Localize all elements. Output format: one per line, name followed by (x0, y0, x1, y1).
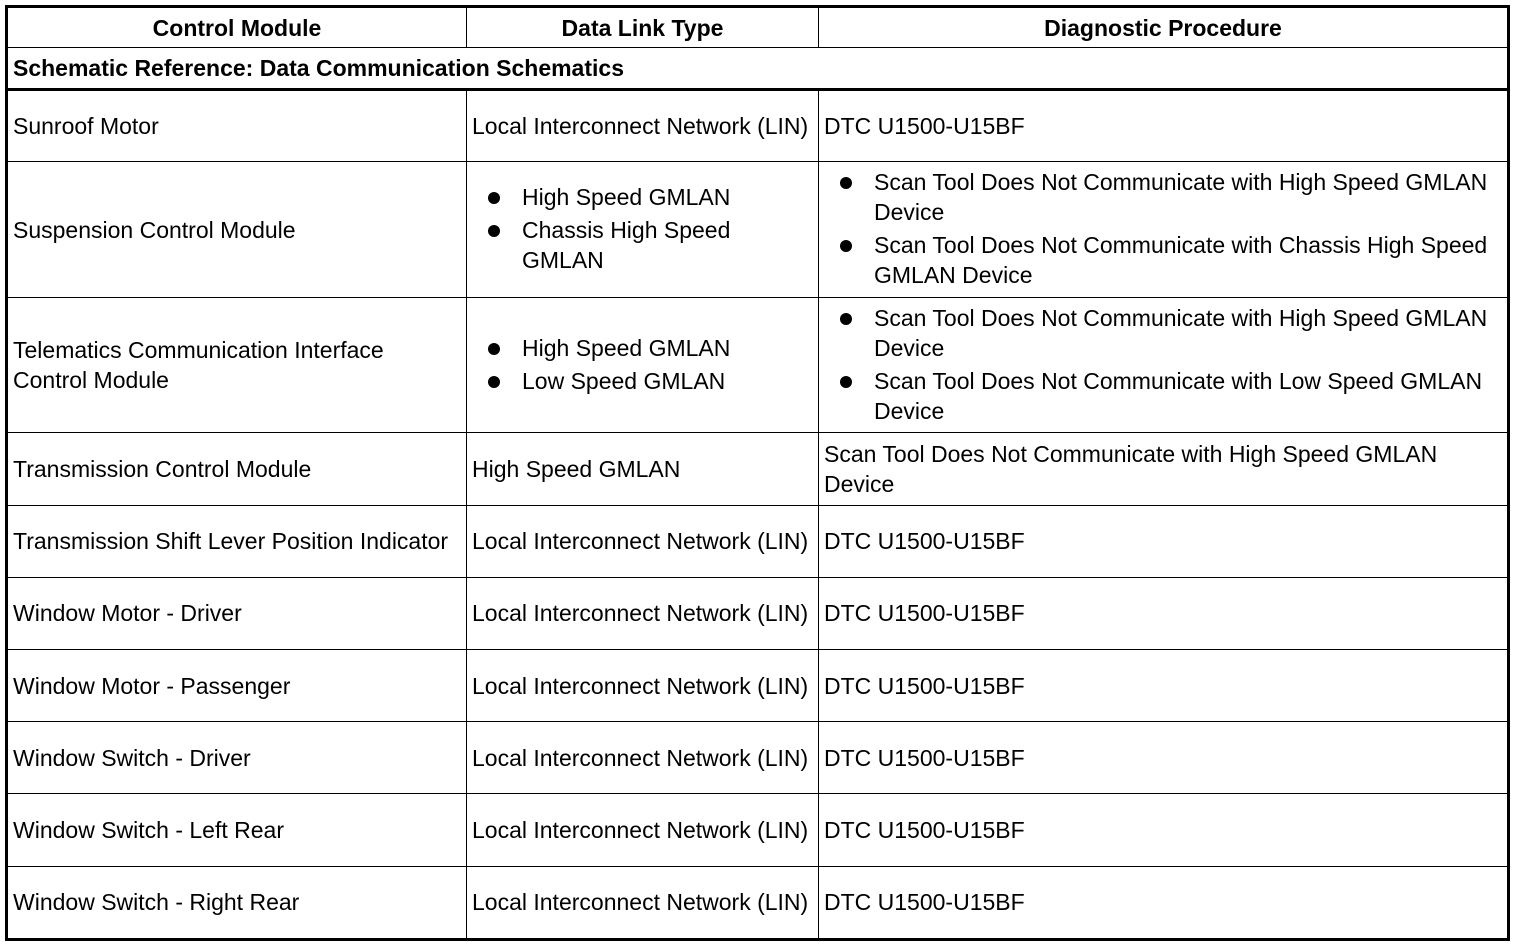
data-link-type-cell: High Speed GMLAN (467, 433, 819, 505)
procedure-item: Scan Tool Does Not Communicate with Chassis High Speed GMLAN Device (840, 230, 1502, 290)
data-link-item: High Speed GMLAN (488, 333, 813, 363)
diagnostic-procedure-cell: DTC U1500-U15BF (819, 722, 1509, 794)
header-diagnostic-procedure: Diagnostic Procedure (819, 7, 1509, 48)
data-link-type-cell: Local Interconnect Network (LIN) (467, 90, 819, 162)
diagnostic-procedure-cell: DTC U1500-U15BF (819, 90, 1509, 162)
control-module-cell: Window Switch - Left Rear (7, 794, 467, 866)
control-module-cell: Window Motor - Driver (7, 577, 467, 649)
control-module-cell: Suspension Control Module (7, 162, 467, 297)
diagnostic-procedure-cell (819, 297, 1509, 432)
procedure-list (824, 167, 1502, 290)
table-row (7, 649, 1509, 721)
data-link-type-cell: Local Interconnect Network (LIN) (467, 649, 819, 721)
data-link-type-cell: Local Interconnect Network (LIN) (467, 794, 819, 866)
procedure-item: Scan Tool Does Not Communicate with High Speed GMLAN Device (840, 167, 1502, 227)
diagnostic-procedure-cell: DTC U1500-U15BF (819, 866, 1509, 939)
control-module-cell: Window Motor - Passenger (7, 649, 467, 721)
data-link-item: Chassis High Speed GMLAN (488, 215, 813, 275)
diagnostic-procedure-cell (819, 162, 1509, 297)
diagnostic-procedure-cell: DTC U1500-U15BF (819, 649, 1509, 721)
diagnostic-procedure-cell: DTC U1500-U15BF (819, 794, 1509, 866)
schematic-reference-row (7, 48, 1509, 90)
data-link-list (472, 333, 813, 396)
table-row (7, 162, 1509, 297)
data-link-type-cell (467, 297, 819, 432)
data-link-type-cell (467, 162, 819, 297)
control-module-cell: Telematics Communication Interface Control Module (7, 297, 467, 432)
procedure-item: Scan Tool Does Not Communicate with High Speed GMLAN Device (840, 303, 1502, 363)
data-link-type-cell: Local Interconnect Network (LIN) (467, 577, 819, 649)
table-row (7, 433, 1509, 505)
table-row (7, 794, 1509, 866)
diagnostic-procedure-cell: DTC U1500-U15BF (819, 505, 1509, 577)
data-link-type-cell: Local Interconnect Network (LIN) (467, 866, 819, 939)
data-link-type-cell: Local Interconnect Network (LIN) (467, 505, 819, 577)
table-row (7, 505, 1509, 577)
diagnostic-procedure-cell: Scan Tool Does Not Communicate with High Speed GMLAN Device (819, 433, 1509, 505)
procedure-item: Scan Tool Does Not Communicate with Low Speed GMLAN Device (840, 366, 1502, 426)
module-data-link-table (5, 5, 1510, 941)
data-link-item: High Speed GMLAN (488, 182, 813, 212)
data-link-type-cell: Local Interconnect Network (LIN) (467, 722, 819, 794)
table-row (7, 577, 1509, 649)
header-data-link-type: Data Link Type (467, 7, 819, 48)
table-row (7, 866, 1509, 939)
table-header-row (7, 7, 1509, 48)
control-module-cell: Transmission Control Module (7, 433, 467, 505)
control-module-cell: Transmission Shift Lever Position Indicator (7, 505, 467, 577)
data-link-list (472, 182, 813, 275)
diagnostic-procedure-cell: DTC U1500-U15BF (819, 577, 1509, 649)
control-module-cell: Window Switch - Right Rear (7, 866, 467, 939)
table-row (7, 722, 1509, 794)
schematic-reference: Schematic Reference: Data Communication Schematics (7, 48, 1509, 90)
procedure-list (824, 303, 1502, 426)
header-control-module: Control Module (7, 7, 467, 48)
table-row (7, 297, 1509, 432)
control-module-cell: Window Switch - Driver (7, 722, 467, 794)
data-link-item: Low Speed GMLAN (488, 366, 813, 396)
control-module-cell: Sunroof Motor (7, 90, 467, 162)
table-row (7, 90, 1509, 162)
